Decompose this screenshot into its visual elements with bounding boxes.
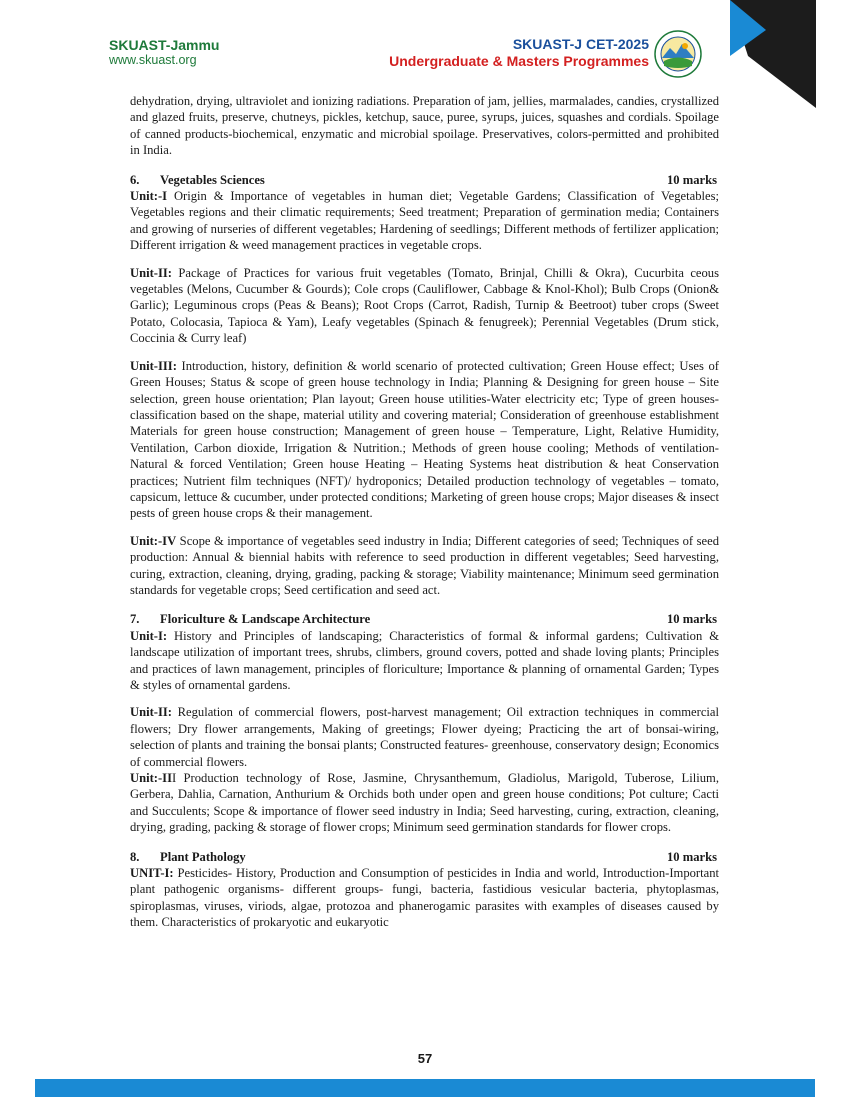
unit-paragraph (130, 704, 719, 770)
section-heading (130, 611, 719, 627)
unit-paragraph (130, 358, 719, 522)
corner-decoration (730, 0, 816, 108)
unit-text: Scope & importance of vegetables seed industry in India; Different categories of seed; Techniques of seed production: Annual & biennial habits with reference to seed production in different vegetables; Seed harvesting, curing, extraction, cleaning, drying, grading, packing & storage; Viability maintenance; Minimum seed germination standards for vegetable crops; Seed certification and seed act. (130, 533, 719, 597)
footer-bar (35, 1079, 815, 1097)
section-marks: 10 marks (666, 172, 717, 187)
unit-paragraph (130, 533, 719, 599)
unit-label: Unit-II: (130, 265, 172, 280)
unit-paragraph (130, 188, 719, 254)
section-heading (130, 172, 719, 188)
unit-paragraph (130, 770, 719, 836)
section-number: 6. (130, 172, 140, 187)
page-number: 57 (417, 1051, 433, 1066)
unit-paragraph (130, 265, 719, 347)
org-url: www.skuast.org (109, 53, 197, 67)
unit-text: Introduction, history, definition & world scenario of protected cultivation; Green House effect; Uses of Green Houses; Status & scope of green house technology in India; Planning & Designing for green house – Site selection, green house orientation; Plan layout; Green house utilities-Water electricity etc; Type of green houses-classification based on the shape, material utility and covering material; Consideration of greenhouse establishment Materials for green house construction; Management of green house – Temperature, Light, Relative Humidity, Ventilation, Carbon dioxide, Irrigation & Nutrition.; Methods of green house cooling; Methods of ventilation-Natural & forced Ventilation; Green house Heating – Heating Systems heat distribution & heat Conservation practices; Nutrient film techniques (NFT)/ hydroponics; Detailed production technology of vegetables – tomato, capsicum, lettuce & cucumber, under protected conditions; Marketing of green house crops; Major diseases & insect pests of green house crops & their management. (130, 358, 719, 521)
section-title: Plant Pathology (160, 849, 246, 864)
header-left (109, 38, 219, 67)
unit-label: Unit-III: (130, 358, 177, 373)
unit-label: UNIT-I: (130, 866, 174, 881)
unit-text: Pesticides- History, Production and Consumption of pesticides in India and world, Introduction-Important plant pathogenic organisms- different groups- fungi, bacteria, fastidious vesicular bacteria, phytoplasmas, spiroplasmas, viruses, viriods, algae, protozoa and phanerogamic parasites with examples of diseases caused by them. Characteristics of prokaryotic and eukaryotic (130, 866, 719, 930)
unit-text: I Production technology of Rose, Jasmine, Chrysanthemum, Gladiolus, Marigold, Tuberose, Lilium, Gerbera, Dahlia, Carnation, Anthurium & Orchids both under open and green house conditions; Pot culture; Cacti and Succulents; Scope & importance of flower seed industry in India; Seed harvesting, curing, extraction, cleaning, drying, grading, packing & storage of flower crops; Minimum seed germination standards for flower crops. (130, 771, 719, 835)
unit-label: Unit-I: (130, 628, 168, 643)
unit-text: History and Principles of landscaping; Characteristics of formal & informal gardens; Cultivation & landscape utilization of important trees, shrubs, climbers, ground covers, potted and shade loving plants; Principles and practices of lawn management, principles of floriculture; Importance & planning of ornamental Garden; Types & styles of ornamental gardens. (130, 628, 719, 692)
unit-label: Unit-II: (130, 705, 172, 720)
syllabus-content (130, 93, 719, 942)
section-heading (130, 849, 719, 865)
programmes-title: Undergraduate & Masters Programmes (389, 53, 649, 69)
intro-paragraph: dehydration, drying, ultraviolet and ionizing radiations. Preparation of jam, jellies, marmalades, candies, crystallized and glazed fruits, preserve, chutneys, pickles, ketchup, sauce, puree, syrups, juices, squashes and cordials. Spoilage of canned products-biochemical, enzymatic and microbial spoilage. Preservatives, colors-permitted and prohibited in India. (130, 94, 719, 158)
section-number: 7. (130, 612, 140, 627)
exam-title: SKUAST-J CET-2025 (512, 36, 649, 52)
section-marks: 10 marks (666, 612, 717, 627)
org-name: SKUAST-Jammu (109, 37, 220, 53)
unit-text: Package of Practices for various fruit vegetables (Tomato, Brinjal, Chilli & Okra), Cucurbita ceous vegetables (Melons, Cucumber & Gourds); Cole crops (Cauliflower, Cabbage & Knol-Khol); Bulb Crops (Onion& Garlic); Leguminous crops (Peas & Beans); Root Crops (Carrot, Radish, Turnip & Beetroot) tuber crops (Sweet Potato, Colocasia, Tapioca & Yam), Leafy vegetables (Spinach & fenugreek); Perennial Vegetables (Drum stick, Coccinia & Curry leaf) (130, 265, 719, 346)
unit-text: Origin & Importance of vegetables in human diet; Vegetable Gardens; Classification of Vegetables; Vegetables regions and their climatic requirements; Seed treatment; Preparation of germination media; Containers and growing of nurseries of different vegetables; Hardening of seedlings; Different methods of fertilizer application; Different irrigation & weed management practices in vegetable crops. (130, 189, 719, 253)
unit-paragraph (130, 628, 719, 694)
section-number: 8. (130, 849, 140, 864)
unit-label: Unit:-IV (130, 533, 177, 548)
unit-label: Unit:-II (130, 771, 172, 786)
unit-paragraph (130, 865, 719, 931)
unit-text: Regulation of commercial flowers, post-harvest management; Oil extraction techniques in commercial flowers; Dry flower arrangements, Making of greetings; Flower dyeing; Practicing the art of bonsai-wiring, selection of plants and training the bonsai plants; Constructed features- greenhouse, conservatory design; Economics of commercial flowers. (130, 705, 719, 769)
university-logo (654, 30, 702, 78)
unit-label: Unit:-I (130, 189, 168, 204)
section-title: Floriculture & Landscape Architecture (160, 612, 371, 627)
section-marks: 10 marks (666, 849, 717, 864)
section-title: Vegetables Sciences (160, 172, 265, 187)
header-right (389, 36, 649, 70)
